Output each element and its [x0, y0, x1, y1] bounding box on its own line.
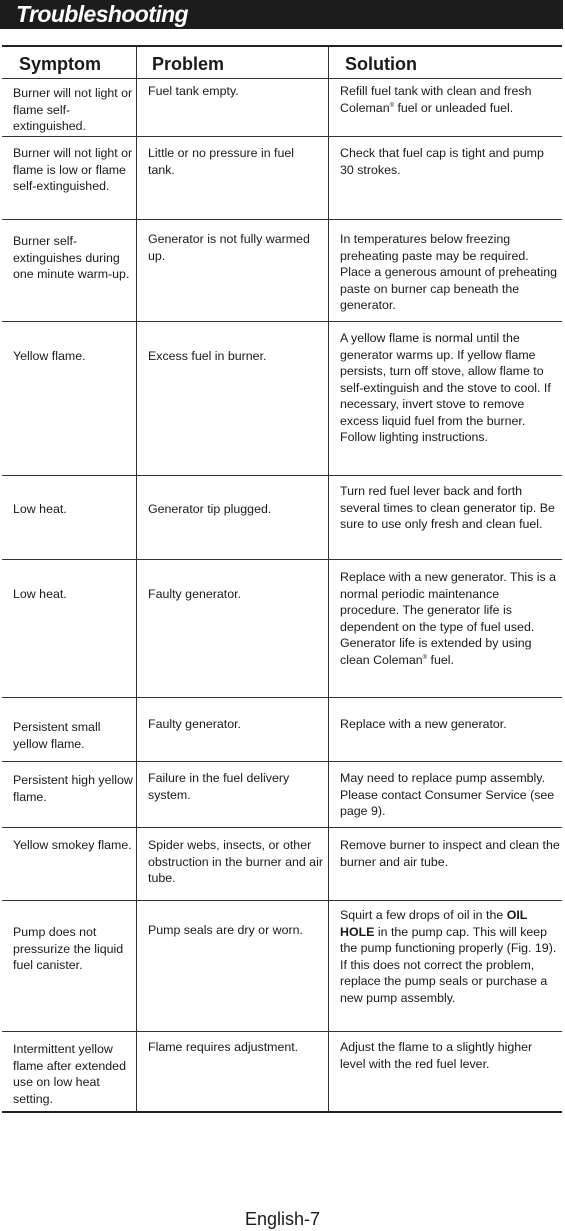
table-row	[2, 475, 562, 559]
symptom-cell: Burner self-extinguishes during one minute warm-up.	[13, 234, 130, 281]
symptom-cell: Persistent small yellow flame.	[13, 720, 101, 751]
solution-cell: A yellow flame is normal until the generator warms up. If yellow flame persists, turn off stove, allow flame to self-extinguish and the stove to cool. If necessary, invert stove to remove excess liquid fuel from the burner. Follow lighting instructions.	[340, 331, 551, 444]
solution-cell: May need to replace pump assembly. Please contact Consumer Service (see page 9).	[340, 771, 555, 818]
symptom-cell: Pump does not pressurize the liquid fuel canister.	[13, 925, 124, 972]
solution-cell	[340, 907, 560, 1006]
title-bar	[0, 0, 563, 29]
symptom-cell: Intermittent yellow flame after extended use on low heat setting.	[13, 1042, 126, 1106]
problem-cell: Little or no pressure in fuel tank.	[148, 146, 295, 177]
problem-cell: Faulty generator.	[148, 717, 241, 731]
solution-text: fuel or unleaded fuel.	[394, 100, 514, 115]
oil-hole-label: OIL HOLE	[340, 908, 528, 939]
table-row	[2, 761, 562, 827]
solution-cell: Check that fuel cap is tight and pump 30 strokes.	[340, 146, 544, 177]
table-row	[2, 827, 562, 900]
header-symptom: Symptom	[19, 54, 102, 74]
solution-cell	[340, 569, 560, 668]
table-row	[2, 219, 562, 321]
solution-cell: In temperatures below freezing preheating paste may be required. Place a generous amount of preheating paste on burner cap beneath the generator.	[340, 232, 557, 312]
symptom-cell: Persistent high yellow flame.	[13, 773, 133, 804]
problem-cell: Generator is not fully warmed up.	[148, 232, 310, 263]
header-solution: Solution	[345, 54, 417, 74]
registered-mark: ®	[422, 654, 428, 661]
solution-text: fuel.	[427, 652, 454, 667]
symptom-cell: Yellow smokey flame.	[13, 838, 132, 852]
problem-cell: Flame requires adjustment.	[148, 1040, 299, 1054]
problem-cell: Excess fuel in burner.	[148, 349, 267, 363]
page-title: Troubleshooting	[16, 1, 189, 27]
table-row	[2, 321, 562, 475]
symptom-cell: Yellow flame.	[13, 349, 86, 363]
solution-text: Refill fuel tank with clean and fresh Coleman	[340, 84, 532, 115]
solution-text: Replace with a new generator. This is a normal periodic maintenance procedure. The generator life is dependent on the type of fuel used. Generator life is extended by using clean Coleman	[340, 570, 557, 667]
symptom-cell: Low heat.	[13, 587, 67, 601]
solution-cell	[340, 83, 560, 116]
solution-cell: Adjust the flame to a slightly higher level with the red fuel lever.	[340, 1040, 533, 1071]
solution-cell: Remove burner to inspect and clean the burner and air tube.	[340, 838, 560, 869]
solution-cell: Replace with a new generator.	[340, 717, 507, 731]
solution-text: Squirt a few drops of oil in the	[340, 908, 507, 922]
table-row	[2, 697, 562, 761]
header-problem: Problem	[152, 54, 225, 74]
table-header	[2, 47, 562, 78]
problem-cell: Generator tip plugged.	[148, 502, 272, 516]
troubleshooting-table	[2, 45, 562, 1113]
table-row	[2, 78, 562, 136]
table-row	[2, 136, 562, 219]
problem-cell: Fuel tank empty.	[148, 84, 239, 98]
table-row	[2, 900, 562, 1031]
solution-text: in the pump cap. This will keep the pump functioning properly (Fig. 19). If this does not correct the problem, replace the pump seals or purchase a new pump assembly.	[340, 924, 557, 1005]
problem-cell: Faulty generator.	[148, 587, 241, 601]
solution-cell: Turn red fuel lever back and forth several times to clean generator tip. Be sure to use only fresh and clean fuel.	[340, 484, 555, 531]
page-number: English-7	[244, 1209, 321, 1229]
problem-cell: Spider webs, insects, or other obstruction in the burner and air tube.	[148, 838, 323, 885]
problem-cell: Pump seals are dry or worn.	[148, 923, 303, 937]
symptom-cell: Burner will not light or flame self-extinguished.	[13, 86, 133, 133]
problem-cell: Failure in the fuel delivery system.	[148, 771, 290, 802]
table-row	[2, 559, 562, 697]
table-row	[2, 1031, 562, 1113]
registered-mark: ®	[389, 102, 395, 109]
symptom-cell: Burner will not light or flame is low or flame self-extinguished.	[13, 146, 133, 193]
symptom-cell: Low heat.	[13, 502, 67, 516]
